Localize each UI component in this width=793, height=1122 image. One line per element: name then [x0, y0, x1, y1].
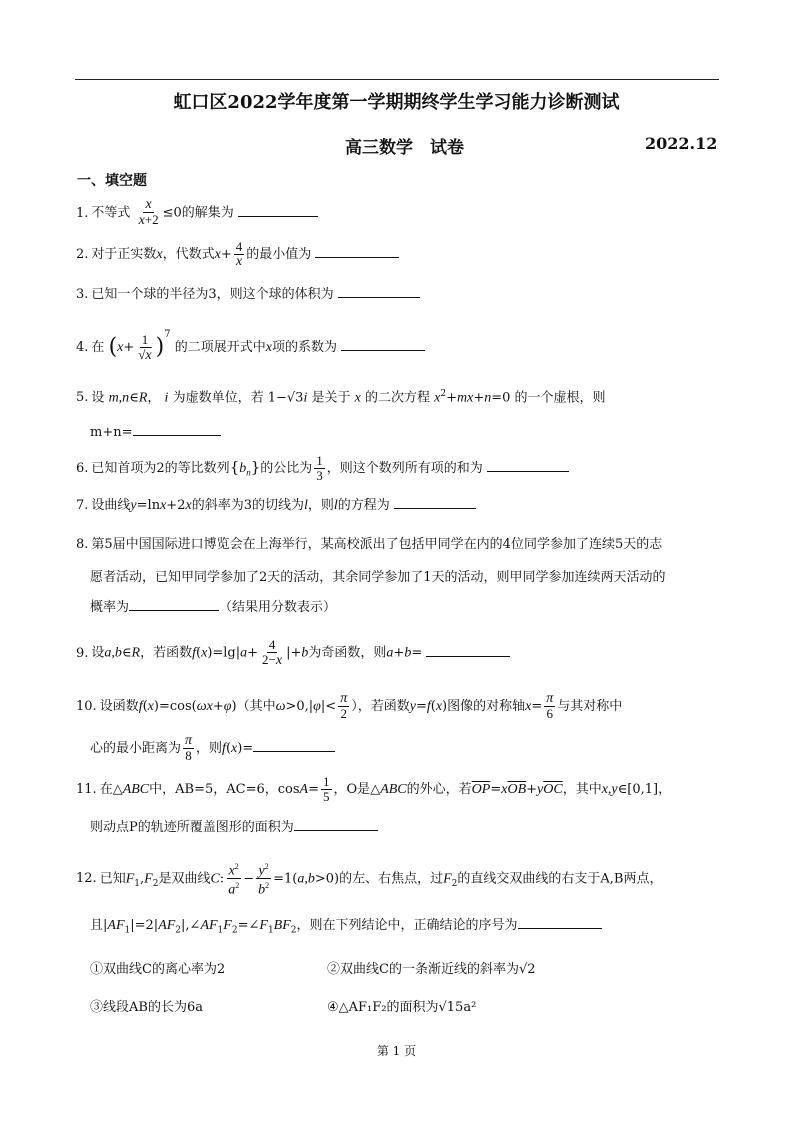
question-10-line2: 心的最小距离为 $\frac{\pi}{8}$ ，则f(x)= [90, 734, 335, 763]
math-fraction: $\frac{x}{x+2}$ [138, 197, 159, 228]
header-rule [75, 79, 719, 80]
question-7: 7. 设曲线y=lnx+2x的斜率为3的切线为l，则l的方程为 [76, 496, 476, 515]
option-3: ③线段AB的长为6a [90, 1000, 203, 1015]
question-4: 4. 在 (x+ $\frac{1}{√x}$ )$^7$ 的二项展开式中x项的系数为 [76, 326, 425, 363]
question-10: 10. 设函数f(x)=cos(ωx+φ)（其中ω>0,|φ|< $\frac{\pi}{2}$ ），若函数y=f(x)图像的对称轴x= $\frac{\pi}{6}$ 与其对称中 [76, 691, 623, 721]
question-11: 11. 在△ABC中，AB=5，AC=6，cosA= $\frac{1}{5}$ ，O是△ABC的外心，若$\overline{OP}=x\overline{OB}+y\overline{OC}$，其中x,y∈[0,1]， [76, 774, 672, 804]
math-fraction: $\frac{4}{2-x}$ [262, 637, 283, 668]
question-5-line2: m+n= [90, 423, 221, 440]
option-2: ②双曲线C的一条渐近线的斜率为√2 [327, 962, 536, 977]
question-12-line2: 且$|AF_1|=2|AF_2|,\angle AF_1F_2=\angle F_1BF_2$，则在下列结论中，正确结论的序号为 [90, 914, 602, 936]
answer-blank[interactable] [133, 423, 221, 436]
page-subtitle: 高三数学 试卷 [345, 138, 464, 158]
answer-blank[interactable] [238, 204, 318, 217]
option-1: ①双曲线C的离心率为2 [90, 962, 226, 977]
page-number: 第 1 页 [376, 1044, 417, 1058]
math-fraction: $\frac{1}{√x}$ [138, 331, 152, 363]
math-fraction: $\frac{y^2}{b^2}$ [258, 862, 270, 898]
question-9: 9. 设a,b∈R，若函数f(x)=lg|a+ $\frac{4}{2-x}$ |+b为奇函数，则a+b= [76, 638, 510, 668]
question-12: 12. 已知$F_1,F_2$是双曲线C: $\frac{x^2}{a^2}$ − $\frac{y^2}{b^2}$ =1(a,b>0)的左、右焦点，过$F_2$的直线交双曲线的右支于A,B两点， [76, 862, 663, 898]
answer-blank[interactable] [253, 739, 335, 752]
answer-blank[interactable] [341, 338, 425, 351]
answer-blank[interactable] [338, 285, 420, 298]
question-8: 8. 第5届中国国际进口博览会在上海举行，某高校派出了包括甲同学在内的4位同学参加了连续5天的志 [76, 537, 663, 552]
question-6: 6. 已知首项为2的等比数列$\{b_n\}$的公比为 $\frac{1}{3}$ ，则这个数列所有项的和为 [76, 454, 569, 483]
question-8-line3: 概率为 （结果用分数表示） [90, 600, 337, 615]
question-8-line2: 愿者活动，已知甲同学参加了2天的活动，其余同学参加了1天的活动，则甲同学参加连续两天活动的 [90, 570, 666, 585]
answer-blank[interactable] [315, 245, 399, 258]
section-title: 一、填空题 [77, 173, 147, 189]
answer-blank[interactable] [294, 818, 378, 831]
math-fraction: $\frac{\pi}{6}$ [546, 691, 554, 721]
question-5: 5. 设 m,n∈R， i 为虚数单位，若 1−√3i 是关于 x 的二次方程 $x^2+mx+n=0$ 的一个虚根，则 [76, 389, 606, 406]
answer-blank[interactable] [426, 644, 510, 657]
question-3: 3. 已知一个球的半径为3，则这个球的体积为 [76, 285, 420, 304]
math-fraction: $\frac{\pi}{2}$ [340, 691, 348, 721]
answer-blank[interactable] [394, 496, 476, 509]
math-fraction: $\frac{\pi}{8}$ [185, 733, 193, 763]
math-fraction: $\frac{1}{3}$ [316, 453, 323, 483]
question-2: 2. 对于正实数x，代数式x+ $\frac{4}{x}$ 的最小值为 [76, 240, 399, 269]
question-1: 1. 不等式 $\frac{x}{x+2}$ ≤0的解集为 [76, 198, 318, 228]
answer-blank[interactable] [487, 459, 569, 472]
exam-date: 2022.12 [645, 134, 718, 153]
option-4: ④△AF₁F₂的面积为√15a² [327, 1000, 477, 1015]
math-fraction: $\frac{x^2}{a^2}$ [228, 862, 240, 898]
math-fraction: $\frac{4}{x}$ [235, 239, 243, 269]
answer-blank[interactable] [518, 916, 602, 929]
math-fraction: $\frac{1}{5}$ [323, 774, 330, 804]
answer-blank[interactable] [129, 598, 219, 611]
page-title: 虹口区2022学年度第一学期期终学生学习能力诊断测试 [173, 92, 620, 113]
question-11-line2: 则动点P的轨迹所覆盖图形的面积为 [90, 816, 378, 835]
